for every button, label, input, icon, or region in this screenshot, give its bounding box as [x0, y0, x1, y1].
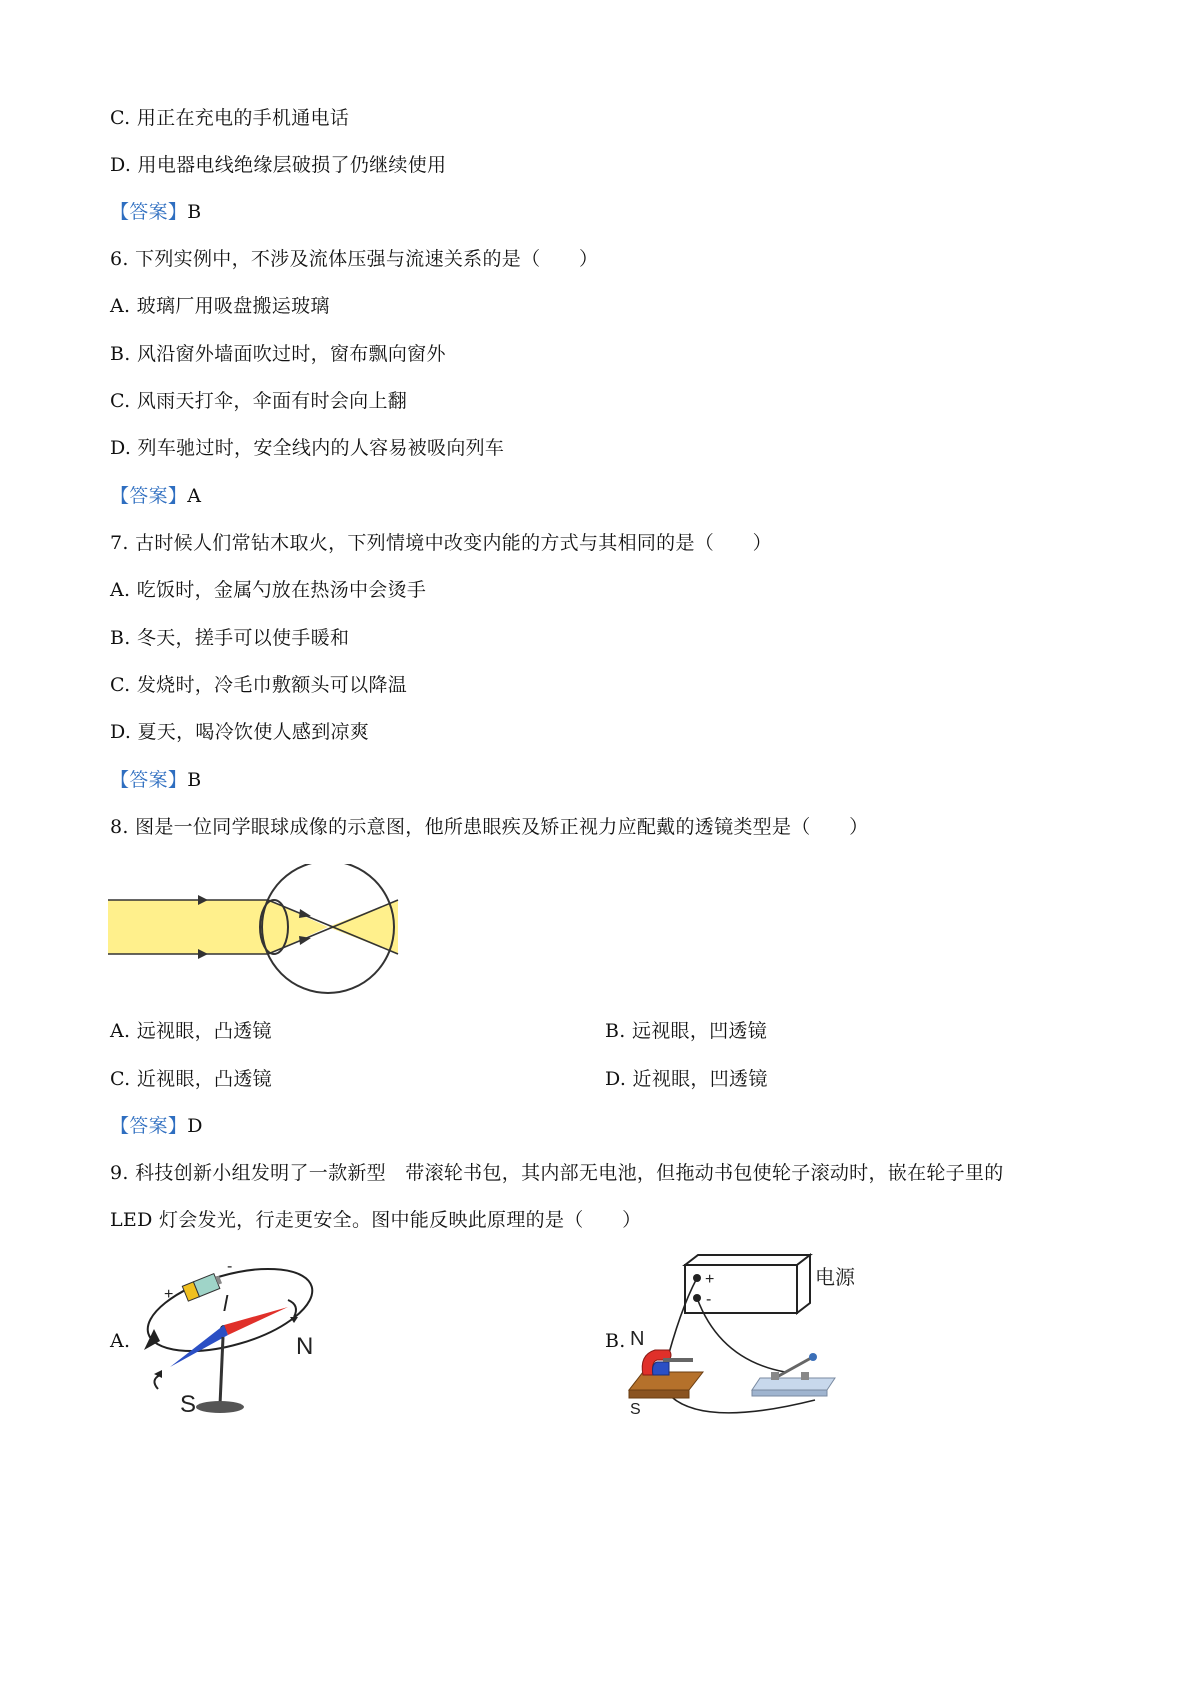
magnetic-needle-north	[224, 1307, 288, 1335]
battery-plus-label: +	[164, 1286, 174, 1303]
q6-answer	[110, 484, 201, 508]
compass-stand	[196, 1401, 244, 1413]
q6-stem: 6. 下列实例中，不涉及流体压强与流速关系的是（ ）	[110, 248, 599, 270]
light-beam	[108, 900, 268, 954]
answer-value: D	[187, 1115, 203, 1137]
q8-answer	[110, 1114, 203, 1138]
diverging-light	[328, 900, 398, 954]
current-label: l	[223, 1291, 228, 1316]
answer-tag: 【答案】	[110, 769, 188, 791]
power-supply-label: 电源	[815, 1267, 855, 1289]
north-label: N	[296, 1333, 314, 1360]
q5-option-d: D. 用电器电线绝缘层破损了仍继续使用	[110, 154, 447, 176]
q9-option-a-label: A.	[110, 1330, 131, 1352]
q6-option-b: B. 风沿窗外墙面吹过时，窗布飘向窗外	[110, 343, 446, 365]
q5-answer	[110, 200, 201, 224]
q8-option-b: B. 远视眼，凹透镜	[605, 1020, 768, 1042]
magnet-south-label: S	[630, 1401, 641, 1418]
answer-tag: 【答案】	[110, 201, 188, 223]
switch-base	[752, 1378, 835, 1390]
magnet-north-label: N	[630, 1328, 645, 1350]
q7-answer	[110, 768, 201, 792]
q5-option-c: C. 用正在充电的手机通电话	[110, 107, 350, 129]
answer-tag: 【答案】	[110, 1115, 188, 1137]
q6-option-a: A. 玻璃厂用吸盘搬运玻璃	[110, 295, 330, 317]
q7-option-c: C. 发烧时，冷毛巾敷额头可以降温	[110, 674, 408, 696]
q8-option-d: D. 近视眼，凹透镜	[605, 1068, 768, 1090]
q7-option-d: D. 夏天，喝冷饮使人感到凉爽	[110, 721, 370, 743]
answer-value: B	[187, 769, 202, 791]
q6-option-d: D. 列车驰过时，安全线内的人容易被吸向列车	[110, 437, 505, 459]
answer-value: B	[187, 201, 202, 223]
eye-imaging-diagram	[108, 864, 408, 999]
q9-stem-line1: 9. 科技创新小组发明了一款新型 带滚轮书包，其内部无电池，但拖动书包使轮子滚动时，嵌在轮子里的	[110, 1162, 1004, 1184]
terminal-minus-label: -	[706, 1291, 712, 1308]
horseshoe-magnet-south	[653, 1362, 670, 1375]
oersted-experiment-figure	[140, 1255, 350, 1425]
arrow-icon	[144, 1329, 160, 1350]
q8-option-c: C. 近视眼，凸透镜	[110, 1068, 272, 1090]
metal-rod	[663, 1358, 693, 1362]
q6-option-c: C. 风雨天打伞，伞面有时会向上翻	[110, 390, 408, 412]
q7-stem: 7. 古时候人们常钻木取火，下列情境中改变内能的方式与其相同的是（ ）	[110, 532, 772, 554]
answer-value: A	[187, 485, 202, 507]
motor-principle-figure	[625, 1250, 900, 1425]
south-label: S	[180, 1391, 197, 1418]
terminal-plus-label: +	[705, 1271, 715, 1288]
magnetic-needle-south	[170, 1325, 228, 1367]
answer-tag: 【答案】	[110, 485, 188, 507]
q9-stem-line2: LED 灯会发光，行走更安全。图中能反映此原理的是（ ）	[110, 1209, 642, 1231]
power-supply	[685, 1265, 797, 1313]
battery-minus-label: -	[227, 1258, 233, 1275]
q9-option-b-label: B.	[605, 1330, 626, 1352]
q7-option-a: A. 吃饭时，金属勺放在热汤中会烫手	[110, 579, 427, 601]
q8-stem: 8. 图是一位同学眼球成像的示意图，他所患眼疾及矫正视力应配戴的透镜类型是（ ）	[110, 816, 869, 838]
q8-option-a: A. 远视眼，凸透镜	[110, 1020, 272, 1042]
q7-option-b: B. 冬天，搓手可以使手暖和	[110, 627, 350, 649]
converging-light	[268, 900, 328, 954]
